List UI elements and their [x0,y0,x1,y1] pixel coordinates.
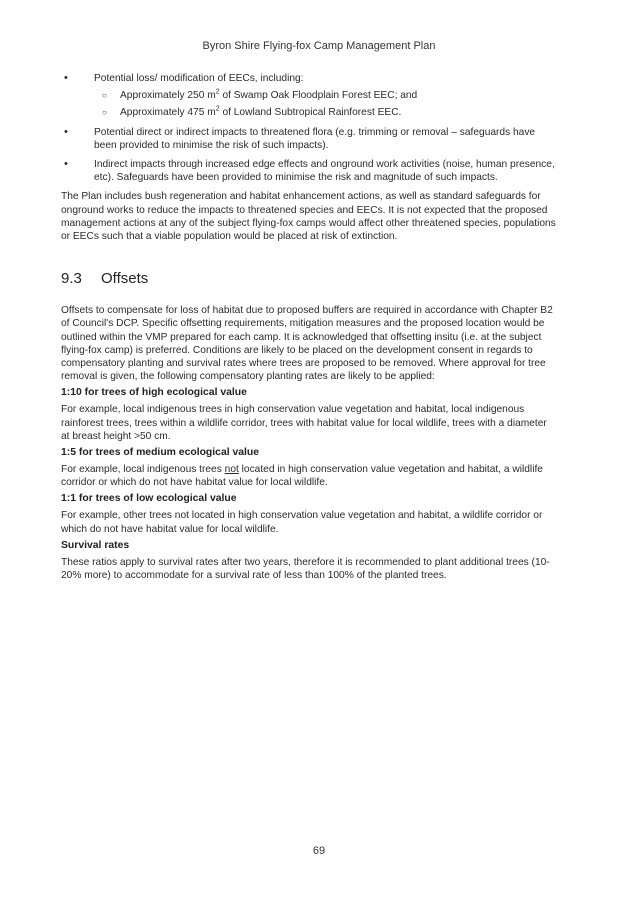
subheading-low-value: 1:1 for trees of low ecological value [61,493,237,505]
sub-bullet-text: Approximately 475 m [120,107,216,119]
sub-bullet-text: Approximately 250 m [120,90,216,102]
bullet-text: Potential direct or indirect impacts to threatened flora (e.g. trimming or removal – safeguards have been provided to minimise the risk of such impacts). [94,126,536,151]
subheading-high-value: 1:10 for trees of high ecological value [61,387,247,399]
section-title: Offsets [101,270,149,288]
superscript: 2 [215,88,220,96]
subheading-survival-rates: Survival rates [61,539,130,551]
section-number: 9.3 [61,270,82,288]
page-content [61,72,558,585]
bullet-item [61,126,558,152]
subheading-medium-value: 1:5 for trees of medium ecological value [61,447,260,459]
bullet-item [61,72,558,120]
sub-bullet-item [94,89,558,102]
superscript: 2 [215,106,220,114]
sub-bullet-list [94,89,558,119]
sub-bullet-item [94,106,558,119]
medium-value-text [61,463,558,489]
text-segment: located in high conservation value vegetation and habitat, a wildlife corridor or which do not have habitat value for local wildlife. [61,464,543,489]
section-paragraph: Offsets to compensate for loss of habitat due to proposed buffers are required in accordance with Chapter B2 of Council's DCP. Specific offsetting requirements, mitigation measures and the proposed location would be outlined within the VMP prepared for each camp. It is acknowledged that offsetting insitu (i.e. at the subject flying-fox camp) is preferred. Conditions are likely to be placed on the development consent in regards to compensatory planting and survival rates where trees are proposed to be removed. Where approval for tree removal is given, the following compensatory planting rates are likely to be applied: [61,305,553,383]
page-number: 69 [312,845,326,857]
low-value-text: For example, other trees not located in high conservation value vegetation and habitat, a wildlife corridor or which do not have habitat value for local wildlife. [61,510,543,535]
bullet-item [61,158,558,184]
high-value-text: For example, local indigenous trees in high conservation value vegetation and habitat, local indigenous rainforest trees, trees within a wildlife corridor, trees with habitat value for local wildlife, trees with a diameter at breast height >50 cm. [61,404,547,442]
section-heading [61,270,558,288]
sub-bullet-text: of Lowland Subtropical Rainforest EEC. [219,107,402,119]
impact-bullet-list [61,72,558,184]
bullet-text: Indirect impacts through increased edge effects and onground work activities (noise, human presence, etc). Safeguards have been provided to minimise the risk and magnitude of such impacts. [94,159,555,184]
intro-paragraph: The Plan includes bush regeneration and habitat enhancement actions, as well as standard safeguards for onground works to reduce the impacts to threatened species and EECs. It is not expected that the proposed management actions at any of the subject flying-fox camps would affect other threatened species, populations or EECs such that a viable population would be placed at risk of extinction. [61,191,556,243]
bullet-text: Potential loss/ modification of EECs, including: [94,73,304,84]
page-header: Byron Shire Flying-fox Camp Management Plan [202,40,436,52]
sub-bullet-text: of Swamp Oak Floodplain Forest EEC; and [219,90,418,102]
text-segment: For example, local indigenous trees [61,464,225,476]
underlined-word: not [224,464,239,476]
survival-rates-text: These ratios apply to survival rates after two years, therefore it is recommended to plant additional trees (10-20% more) to accommodate for a survival rate of less than 100% of the planted trees. [61,556,550,582]
